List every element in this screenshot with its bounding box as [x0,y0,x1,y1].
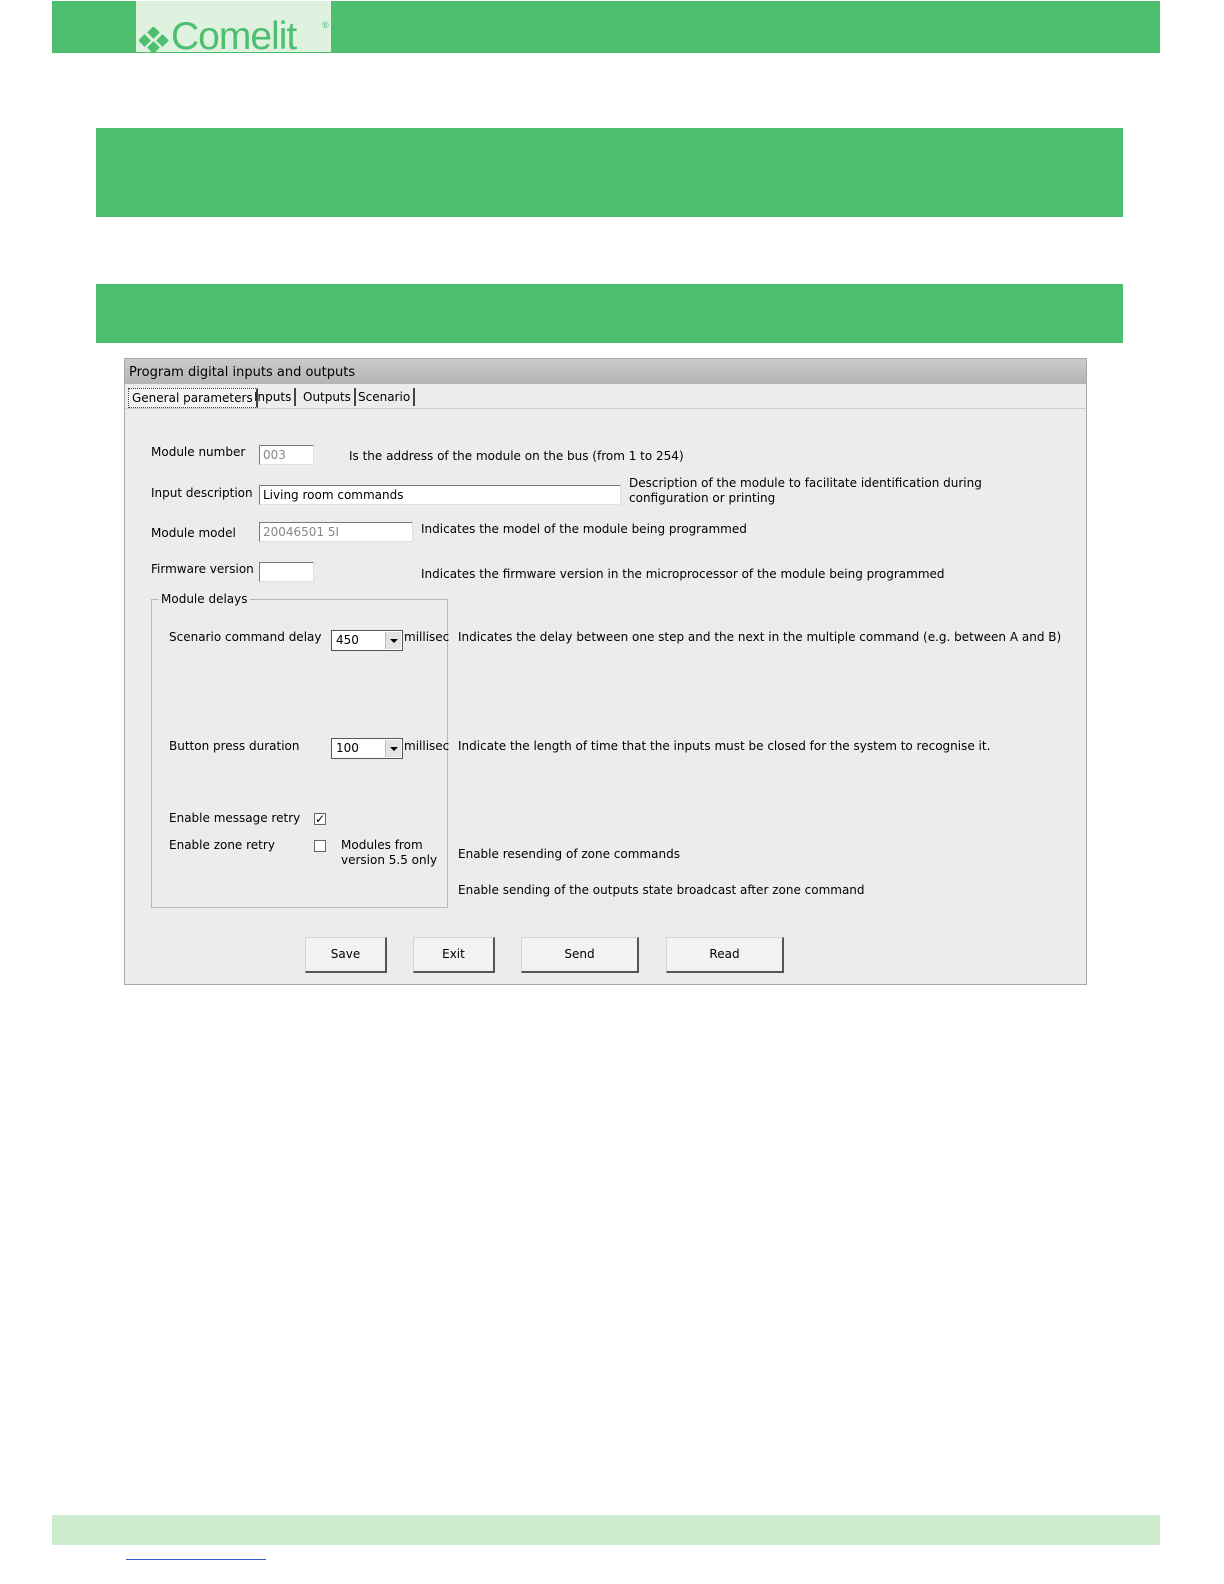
button-duration-label: Button press duration [169,739,300,753]
button-duration-unit: millisec [404,739,450,753]
chevron-down-icon[interactable] [385,740,401,757]
tab-general-parameters[interactable]: General parameters [128,388,258,408]
tab-scenario[interactable]: Scenario [355,388,415,406]
module-number-field[interactable]: 003 [259,445,314,465]
input-description-label: Input description [151,486,253,500]
input-description-help-line1: Description of the module to facilitate identification during [629,476,982,490]
zone-retry-note-line1: Modules from [341,838,423,852]
footer-bar [52,1515,1160,1545]
footer-link-underline [126,1559,266,1560]
module-delays-legend: Module delays [161,592,248,606]
firmware-version-help: Indicates the firmware version in the microprocessor of the module being programmed [421,567,945,581]
section-band-1 [96,128,1123,217]
zone-retry-label: Enable zone retry [169,838,275,852]
module-model-label: Module model [151,526,236,540]
comelit-logo-icon [139,27,173,53]
message-retry-label: Enable message retry [169,811,301,825]
button-duration-select[interactable] [331,738,403,759]
firmware-version-field[interactable] [259,562,314,582]
tab-outputs[interactable]: Outputs [300,388,356,406]
tab-inputs[interactable]: Inputs [251,388,296,406]
program-dialog [124,358,1087,985]
scenario-delay-select[interactable] [331,630,403,651]
scenario-delay-unit: millisec [404,630,450,644]
module-number-label: Module number [151,445,246,459]
save-button[interactable]: Save [305,937,387,973]
firmware-version-label: Firmware version [151,562,254,576]
zone-retry-help: Enable resending of zone commands [458,847,680,861]
input-description-field[interactable]: Living room commands [259,485,621,505]
zone-retry-note-line2: version 5.5 only [341,853,438,867]
module-model-help: Indicates the model of the module being programmed [421,522,747,536]
broadcast-help: Enable sending of the outputs state broadcast after zone command [458,883,865,897]
zone-retry-checkbox[interactable] [314,840,326,852]
dialog-titlebar [125,359,1086,384]
brand-name: Comelit [171,15,297,58]
module-number-help: Is the address of the module on the bus (from 1 to 254) [349,449,684,463]
module-model-field[interactable]: 20046501 5I [259,522,413,542]
scenario-delay-value: 450 [336,633,359,647]
input-description-help-line2: configuration or printing [629,491,776,505]
dialog-title: Program digital inputs and outputs [129,365,356,380]
scenario-delay-label: Scenario command delay [169,630,322,644]
button-duration-help: Indicate the length of time that the inputs must be closed for the system to recognise it. [458,739,991,753]
scenario-delay-help: Indicates the delay between one step and the next in the multiple command (e.g. between A and B) [458,630,1062,644]
message-retry-checkbox[interactable]: ✓ [315,812,326,826]
exit-button[interactable]: Exit [413,937,495,973]
tab-strip [125,384,1086,409]
chevron-down-icon[interactable] [385,632,401,649]
button-duration-value: 100 [336,741,359,755]
send-button[interactable]: Send [521,937,639,973]
registered-mark: ® [322,20,329,30]
section-band-2 [96,284,1123,343]
read-button[interactable]: Read [666,937,784,973]
